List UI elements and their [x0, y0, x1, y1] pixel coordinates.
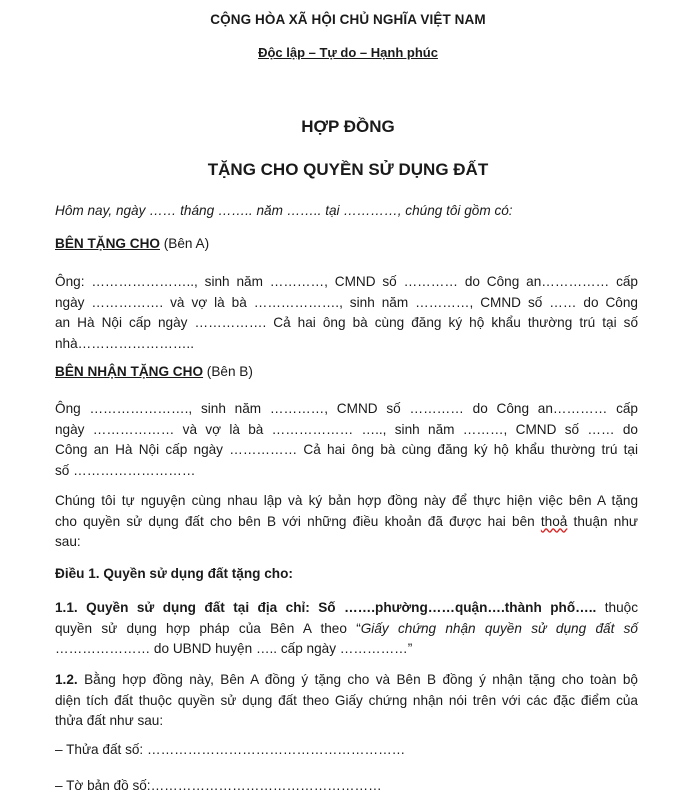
intro-paragraph: Hôm nay, ngày …… tháng …….. năm …….. tại …………, chúng tôi gồm có: [55, 203, 513, 218]
clause-1-1-italic: Giấy chứng nhận quyền sử dụng đất số [360, 620, 638, 636]
clause-1-1-line [55, 598, 638, 619]
nation-header: CỘNG HÒA XÃ HỘI CHỦ NGHĨA VIỆT NAM [210, 12, 486, 27]
party-a-line: an Hà Nội cấp ngày ……………. Cả hai ông bà cùng đăng ký hộ khẩu thường trú tại số [55, 315, 638, 330]
clause-1-2-line [55, 670, 638, 691]
party-a-line: Ông: ………………….., sinh năm …………, CMND số ………… do Công an…………… cấp [55, 274, 638, 289]
clause-1-1-text: thuộc [596, 600, 638, 615]
clause-1-2-text: Bằng hợp đồng này, Bên A đồng ý tặng cho và Bên B đồng ý nhận tặng cho toàn bộ [77, 672, 638, 687]
party-b-line: Ông …………………., sinh năm …………, CMND số ………… do Công an………… cấp [55, 401, 638, 416]
plot-number-field: – Thửa đất số: ………………………………………………… [55, 742, 406, 757]
party-b-line: số ……………………… [55, 462, 196, 478]
clause-1-2-line: diện tích đất thuộc quyền sử dụng đất theo Giấy chứng nhận nói trên với các đặc điểm của [55, 692, 638, 708]
agreement-paragraph [55, 491, 638, 553]
clause-1-1-bold: 1.1. Quyền sử dụng đất tại địa chỉ: Số …….phường……quận….thành phố….. [55, 600, 597, 615]
agreement-line: Chúng tôi tự nguyện cùng nhau lập và ký bản hợp đồng này để thực hiện việc bên A tặng [55, 493, 638, 508]
party-a-heading-label: BÊN TẶNG CHO [55, 236, 160, 251]
clause-1-1-line [55, 619, 638, 640]
article-1-heading: Điều 1. Quyền sử dụng đất tặng cho: [55, 566, 293, 581]
party-a-paragraph [55, 272, 638, 354]
clause-1-1-line: ………………… do UBND huyện ….. cấp ngày ……………” [55, 641, 413, 656]
document-subtitle: TẶNG CHO QUYỀN SỬ DỤNG ĐẤT [207, 160, 489, 179]
party-a-tag: (Bên A) [159, 236, 210, 251]
misspelled-word: thoả [540, 513, 568, 529]
document-title: HỢP ĐỒNG [301, 117, 395, 136]
map-sheet-field: – Tờ bản đồ số:…………………………………………… [55, 778, 382, 793]
agreement-text: cho quyền sử dụng đất cho bên B với những điều khoản đã được hai bên [55, 513, 541, 529]
party-b-tag: (Bên B) [203, 364, 253, 379]
clause-1-2-line: thửa đất như sau: [55, 713, 164, 728]
agreement-line [55, 512, 638, 533]
party-b-heading [55, 364, 253, 379]
party-a-line: nhà…………………….. [55, 335, 194, 351]
clause-1-1 [55, 598, 638, 660]
party-a-heading [55, 236, 209, 251]
party-b-heading-label: BÊN NHẬN TẶNG CHO [55, 364, 204, 379]
party-b-line: Công an Hà Nội cấp ngày …………… Cả hai ông bà cùng đăng ký hộ khẩu thường trú tại [55, 442, 638, 457]
party-b-paragraph [55, 399, 638, 481]
party-a-line: ngày ……………. và vợ là bà ………………., sinh năm …………, CMND số …… do Công [55, 294, 638, 310]
agreement-line: sau: [55, 534, 81, 549]
party-b-line: ngày ……………… và vợ là bà ……………… ….., sinh năm ………, CMND số …… do [55, 421, 638, 437]
clause-1-2-label: 1.2. [55, 672, 78, 687]
clause-1-2 [55, 670, 638, 732]
agreement-text: thuận như [567, 513, 638, 529]
clause-1-1-text: quyền sử dụng hợp pháp của Bên A theo “ [55, 620, 361, 636]
motto: Độc lập – Tự do – Hạnh phúc [258, 45, 438, 60]
